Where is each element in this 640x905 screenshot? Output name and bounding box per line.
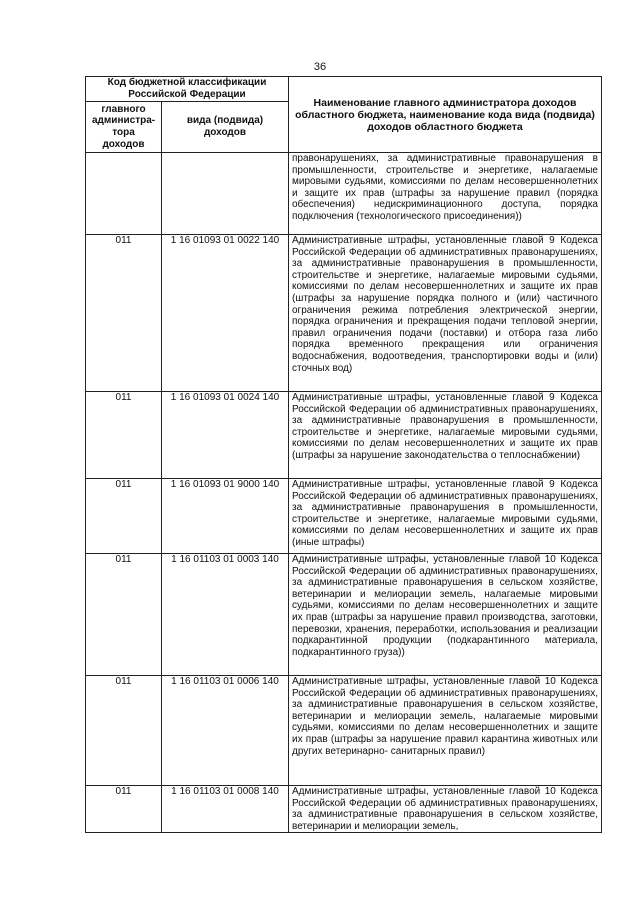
revenue-name-cell: Административные штрафы, установленные главой 9 Кодекса Российской Федерации об административных правонарушениях, за административные правонарушения в промышленности, строительстве и энергетике, налагаемые мировыми судьями, комиссиями по делам несовершеннолетних и защите их прав (штрафы за нарушение порядка полного и (или) частичного ограничения режима потребления электрической энергии, порядка ограничения и прекращения подачи тепловой энергии, правил ограничения подачи (поставки) и отбора газа либо порядка временного прекращения или ограничения водоснабжения, водоотведения, транспортировки воды и (или) сточных вод): [289, 235, 602, 392]
header-col-admin: главного администра-тора доходов: [86, 102, 162, 153]
page-number: 36: [313, 61, 327, 73]
header-group-label: Код бюджетной классификации Российской Федерации: [86, 77, 289, 102]
revenue-name-cell: Административные штрафы, установленные главой 9 Кодекса Российской Федерации об административных правонарушениях, за административные правонарушения в промышленности, строительстве и энергетике, налагаемые мировыми судьями, комиссиями по делам несовершеннолетних и защите их прав (штрафы за нарушение законодательства о теплоснабжении): [289, 392, 602, 479]
admin-code-cell: 011: [86, 479, 162, 554]
table-row: [86, 392, 602, 479]
revenue-name-cell: Административные штрафы, установленные главой 10 Кодекса Российской Федерации об административных правонарушениях, за административные правонарушения в сельском хозяйстве, ветеринарии и мелиорации земель, налагаемые мировыми судьями, комиссиями по делам несовершеннолетних и защите их прав (штрафы за нарушение правил производства, заготовки, перевозки, хранения, переработки, использования и реализации подкарантинной продукции (подкарантинного материала, подкарантинного груза)): [289, 554, 602, 676]
admin-code-cell: 011: [86, 786, 162, 833]
table-row: [86, 676, 602, 786]
revenue-name-cell: Административные штрафы, установленные главой 10 Кодекса Российской Федерации об административных правонарушениях, за административные правонарушения в сельском хозяйстве, ветеринарии и мелиорации земель, налагаемые мировыми судьями, комиссиями по делам несовершеннолетних и защите их прав (штрафы за нарушение правил карантина животных или других ветеринарно- санитарных правил): [289, 676, 602, 786]
table-row: [86, 554, 602, 676]
admin-code-cell: [86, 153, 162, 235]
revenue-code-cell: 1 16 01103 01 0006 140: [162, 676, 289, 786]
budget-classification-table: [85, 76, 602, 833]
revenue-code-cell: 1 16 01103 01 0003 140: [162, 554, 289, 676]
revenue-name-cell: Административные штрафы, установленные главой 10 Кодекса Российской Федерации об административных правонарушениях, за административные правонарушения в сельском хозяйстве, ветеринарии и мелиорации земель,: [289, 786, 602, 833]
admin-code-cell: 011: [86, 235, 162, 392]
revenue-name-cell: правонарушениях, за административные правонарушения в промышленности, строительстве и энергетике, налагаемые мировыми судьями, комиссиями по делам несовершеннолетних и защите их прав (штрафы за нарушение правил (порядка обеспечения) недискриминационного доступа, порядка подключения (технологического присоединения)): [289, 153, 602, 235]
table-row: [86, 479, 602, 554]
admin-code-cell: 011: [86, 392, 162, 479]
table-row: [86, 235, 602, 392]
header-col-kind: вида (подвида) доходов: [162, 102, 289, 153]
revenue-code-cell: 1 16 01093 01 9000 140: [162, 479, 289, 554]
revenue-code-cell: [162, 153, 289, 235]
revenue-code-cell: 1 16 01103 01 0008 140: [162, 786, 289, 833]
admin-code-cell: 011: [86, 554, 162, 676]
header-col-name: Наименование главного администратора доходов областного бюджета, наименование кода вида (подвида) доходов областного бюджета: [289, 77, 602, 153]
table-row: [86, 786, 602, 833]
revenue-code-cell: 1 16 01093 01 0024 140: [162, 392, 289, 479]
revenue-code-cell: 1 16 01093 01 0022 140: [162, 235, 289, 392]
table-row: [86, 153, 602, 235]
admin-code-cell: 011: [86, 676, 162, 786]
revenue-name-cell: Административные штрафы, установленные главой 9 Кодекса Российской Федерации об административных правонарушениях, за административные правонарушения в промышленности, строительстве и энергетике, налагаемые мировыми судьями, комиссиями по делам несовершеннолетних и защите их прав (иные штрафы): [289, 479, 602, 554]
